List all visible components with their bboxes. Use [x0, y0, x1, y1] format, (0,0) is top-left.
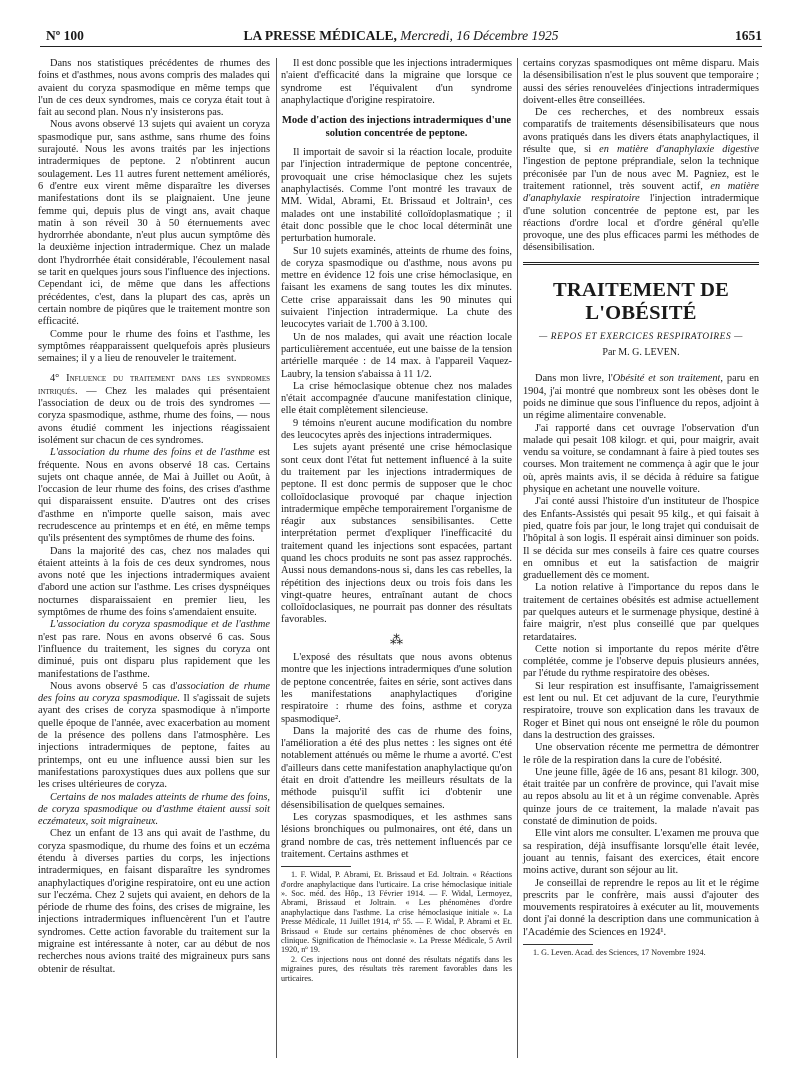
- paragraph-text: — Chez les malades qui présentaient l'association de deux ou de trois des syndromes — coryza spasmodique, asthme, rhume des foins, — nous avons étudié comment les injections réagissaient isolément sur chacun de ces syndromes.: [38, 385, 270, 446]
- paragraph: [38, 619, 270, 680]
- footnote-rule: [281, 866, 351, 867]
- article-divider: [523, 262, 759, 265]
- journal-name: LA PRESSE MÉDICALE,: [243, 28, 397, 43]
- italic-phrase: association de rhume des foins au coryza spasmodique.: [38, 680, 270, 705]
- paragraph-text: est fréquente. Nous en avons observé 18 cas. Certains sujets ont chaque année, de Mai à Juillet ou Août, à l'occasion de leur rhume des foins, des crises d'asthme qui disparaissent ensuite. D'autres ont des crises d'asthme en n'importe quelle saison, mais avec recrudescence au printemps et en été, en même temps qu'ils présentent des symptômes de rhume des foins.: [38, 447, 270, 545]
- paragraph-text: Il s'agissait de sujets ayant des crises de coryza spasmodique à n'importe quelle époque de l'année, avec exacerbation au moment de la présence des pollens dans l'atmosphère. Les injections intradermiques de peptone, faites au printemps, ont eu une influence aussi bien sur les manifestations paroxystiques dues aux pollens que sur les crises ultérieures de coryza.: [38, 693, 270, 791]
- article-title: TRAITEMENT DE L'OBÉSITÉ: [553, 278, 729, 324]
- column-3: [523, 58, 759, 957]
- paragraph: [38, 681, 270, 792]
- italic-lead: L'association du coryza spasmodique et de l'asthme: [50, 619, 270, 631]
- column-rule-right: [517, 58, 518, 1058]
- footnote: 2. Ces injections nous ont donné des résultats négatifs dans les migraines pures, des résultats très rarement favorables dans les urticaires.: [281, 954, 512, 983]
- paragraph-text: n'est pas rare. Nous en avons observé 6 cas. Sous l'influence du traitement, les signes du coryza ont diminué, puis ont disparu plus rapidement que les manifestations de l'asthme.: [38, 631, 270, 680]
- paragraph: certains coryzas spasmodiques ont même disparu. Mais la désensibilisation n'est le plus souvent que temporaire ; aussi des séries renouvelées d'injections intradermiques doivent-elles être conseillées.: [523, 58, 759, 106]
- column-rule-left: [276, 58, 277, 1058]
- issue-number: Nº 100: [46, 28, 84, 43]
- footnote: 1. G. Leven. Acad. des Sciences, 17 Novembre 1924.: [533, 948, 706, 957]
- paragraph-text: l'injection intradermique d'une solution concentrée de peptone est, par les réactions d'ordre local et d'ordre général qu'elle provoque, une des plus efficaces parmi les méthodes de désensibilisation.: [523, 193, 759, 254]
- paragraph: Chez un enfant de 13 ans qui avait de l'asthme, du coryza spasmodique, du rhume des foins et un eczéma étendu à diverses parties du corps, les injections intradermiques, en faisant disparaître les syndromes anaphylactiques d'origine respiratoire, ont eu une action sur l'eczéma. Chez 2 sujets qui avaient, en dehors de la période de rhume des foins, des crises de migraine, les injections intradermiques influencèrent l'un et l'autre syndromes. Cette action favorable du traitement sur la migraine est intéressante à noter, car au début de nos recherches nous avions traité des migraineux purs sans obtenir de résultat.: [38, 828, 270, 975]
- subsection-heading: 4° Influence du traitement dans les syndromes intriqués.: [38, 373, 270, 397]
- paragraph: Cette notion si importante du repos mérite d'être complétée, comme je l'observe depuis plusieurs années, par l'étude du rythme respiratoire des obèses.: [523, 643, 759, 680]
- journal-title: [40, 28, 762, 44]
- paragraph: [523, 373, 759, 422]
- paragraph: Si leur respiration est insuffisante, l'amaigrissement est lent ou nul. Et cet adjuvant de la cure, l'eurythmie respiratoire, trouve son explication dans les travaux de Roger et Binet qui nous ont enseigné le rôle du poumon dans la destruction des graisses.: [523, 680, 759, 741]
- paragraph: Il est donc possible que les injections intradermiques n'aient d'efficacité dans la migraine que lorsque ce syndrome est l'équivalent d'un syndrome anaphylactique d'origine respiratoire.: [281, 58, 512, 106]
- column-2: [281, 58, 512, 983]
- running-header: [40, 28, 762, 47]
- paragraph: Dans nos statistiques précédentes de rhumes des foins et d'asthmes, nous avons compris des malades qui avaient du coryza spasmodique en même temps que l'un de ces deux syndromes, mais ce coryza était tout à fait au second plan. Nous n'y insisterons pas.: [38, 58, 270, 119]
- paragraph: Sur 10 sujets examinés, atteints de rhume des foins, de coryza spasmodique ou d'asthme, nous avons pu mettre en évidence 12 fois une crise hémoclasique, en faisant les examens de sang toutes les dix minutes. Cette crise apparaissait dans les 90 minutes qui suivaient l'injection intradermique. La chute des leucocytes variait de 1.700 à 3.100.: [281, 245, 512, 331]
- paragraph: La notion relative à l'importance du repos dans le traitement de certaines obésités est admise actuellement par quelques auteurs et le surmenage physique, destiné à faire maigrir, n'est plus conseillé que par quelques retardataires.: [523, 582, 759, 643]
- paragraph: Un de nos malades, qui avait une réaction locale particulièrement accentuée, eut une baisse de la tension artérielle marquée : de 14 max. à l'appareil Vaquez-Laubry, la tension s'abaissa à 11 1/2.: [281, 331, 512, 380]
- footnote-rule: [523, 944, 593, 945]
- paragraph: Les sujets ayant présenté une crise hémoclasique sont ceux dont l'état fut nettement influencé à la suite du traitement par les injections intradermiques de peptone. Il est donc permis de supposer que le choc colloïdoclasique provoqué par chaque injection intradermique empêche temporairement l'organisme de réagir aux substances sensibilisantes. Cette interprétation permet d'expliquer l'inefficacité du traitement quand les injections sont espacées, partant quand les chocs produits ne sont pas assez rapprochés. Aussi nous demandons-nous si, dans les cas rebelles, la répétition des injections deux ou trois fois dans les vingt-quatre heures, entraînant autant de chocs colloïdoclasiques, ne pourrait pas donner des résultats favorables.: [281, 442, 512, 626]
- paragraph: Elle vint alors me consulter. L'examen me prouva que sa respiration, déjà insuffisante lorsqu'elle était levée, jouant au tennis, faisant des exercices, était encore moins active, durant son séjour au lit.: [523, 828, 759, 877]
- italic-paragraph: Certains de nos malades atteints de rhume des foins, de coryza spasmodique ou d'asthme étaient aussi soit eczémateux, soit migraineux.: [38, 791, 270, 828]
- paragraph: Comme pour le rhume des foins et l'asthme, les symptômes réapparaissent quelquefois après plusieurs semaines; il y a lieu de renouveler le traitement.: [38, 328, 270, 365]
- paragraph: [523, 107, 759, 255]
- page-folio: 1651: [735, 28, 762, 43]
- book-title: Obésité et son traitement: [612, 373, 721, 385]
- column-1: [38, 58, 270, 976]
- section-separator: ⁂: [390, 631, 403, 647]
- paragraph: Dans la majorité des cas de rhume des foins, l'amélioration a été des plus nettes : les signes ont été notablement atténués ou même le rhume a avorté. C'est d'ailleurs dans cette manifestation anaphylactique qu'on était en droit d'attendre les meilleurs résultats de la méthode puisqu'il suffit ici d'obtenir une désensibilisation de quelques semaines.: [281, 725, 512, 811]
- paragraph: [38, 373, 270, 447]
- paragraph: 9 témoins n'eurent aucune modification du nombre des leucocytes après des injections intradermiques.: [281, 417, 512, 442]
- paragraph-text: Nous avons observé 5 cas d': [50, 680, 178, 692]
- footnote: 1. F. Widal, P. Abrami, Et. Brissaud et Ed. Joltrain. « Réactions d'ordre anaphylactique dans l'urticaire. La crise hémoclasique initiale ». Soc. méd. des Hôp., 13 Février 1914. — F. Widal, Lermoyez, Abrami, Brissaud et Joltrain. « Les phénomènes d'ordre anaphylactique dans l'asthme. La crise hémoclasique initiale ». La Presse Médicale, 11 Juillet 1914, nº 55. — F. Widal, P. Abrami et Et. Brissaud « Etude sur certains phénomènes de choc observés en clinique. Signification de l'hémoclasie ». La Presse Médicale, 5 Avril 1920, nº 19.: [281, 870, 512, 955]
- paragraph: Les coryzas spasmodiques, et les asthmes sans lésions bronchiques ou pulmonaires, ont été, dans un grand nombre de cas, très nettement influencés par ce traitement. Certains asthmes et: [281, 811, 512, 860]
- section-heading: Mode d'action des injections intradermiques d'une solution concentrée de peptone.: [281, 115, 512, 139]
- paragraph: Nous avons observé 13 sujets qui avaient un coryza spasmodique pur, sans asthme, sans rhume des foins surajouté. Nous les avons traités par les injections intradermiques de peptone. 2 n'obtinrent aucun soulagement. Les 11 autres furent nettement améliorés, 6 d'entre eux virent même disparaître les diverses manifestations dont ils se plaignaient. Une jeune femme qui, depuis plus de vingt ans, avait chaque matin à son réveil 30 à 50 éternuements avec hydrorrhée abondante, n'eut plus aucun symptôme dès la deuxième injection intradermique. Chez un malade dont l'hydrorrhée était considérable, l'écoulement nasal se tarit en quelques jours sous l'influence des injections. Cependant ici, de même que dans les affections précédentes, c'est, dans la plupart des cas, après un certain nombre de piqûres que le traitement montre son efficacité.: [38, 119, 270, 328]
- paragraph: Dans la majorité des cas, chez nos malades qui étaient atteints à la fois de ces deux syndromes, nous avons noté que les injections intradermiques avaient d'abord une action sur l'asthme. Les crises dyspnéiques nocturnes disparaissaient en premier lieu, les symptômes de rhume des foins s'amendaient ensuite.: [38, 545, 270, 619]
- paragraph: Une jeune fille, âgée de 16 ans, pesant 81 kilogr. 300, était traitée par un confrère de province, qui l'avait mise au repos absolu au lit et à un régime convenable. Après quinze jours de ce traitement, la malade n'avait pas constaté de diminution de poids.: [523, 766, 759, 828]
- paragraph: J'ai conté aussi l'histoire d'un instituteur de l'hospice des Enfants-Assistés qui pesait 95 kilg., et qui faisait à pied, quatre fois par jour, le long trajet qui conduisait de l'hôpital à son logis. Il espérait ainsi diminuer son poids. Il se décida sur mes conseils à faire ces quatre courses en omnibus et eut la satisfaction de maigrir graduellement dès ce moment.: [523, 496, 759, 582]
- paragraph-text: l'ingestion de peptone préprandiale, selon la technique préconisée par l'un de nous avec M. Pagniez, est le traitement rationnel, très souvent actif,: [523, 156, 759, 192]
- paragraph-text: , paru en 1904, j'ai montré que nombreux sont les obèses dont le poids ne diminue que sous l'influence du repos, adjoint à un régime alimentaire convenable.: [523, 373, 759, 422]
- paragraph-text: Dans mon livre, l': [535, 373, 613, 385]
- paragraph: [38, 792, 270, 829]
- italic-phrase: en matière d'anaphylaxie respiratoire: [523, 180, 759, 205]
- paragraph: Je conseillai de reprendre le repos au lit et le régime prescrits par le confrère, mais aussi d'ajouter des mouvements respiratoires à exécuter au lit, mouvements dont j'ai donné la description dans une communication à l'Académie des Sciences en 1924¹.: [523, 877, 759, 938]
- paragraph-text: De ces recherches, et des nombreux essais comparatifs de traitements désensibilisateurs que nous avons pratiqués dans les divers états anaphylactiques, il résulte que, si: [523, 107, 759, 156]
- italic-phrase: en matière d'anaphylaxie digestive: [599, 144, 759, 156]
- paragraph: [38, 447, 270, 545]
- issue-date: Mercredi, 16 Décembre 1925: [400, 28, 559, 43]
- article-subtitle: — REPOS ET EXERCICES RESPIRATOIRES —: [539, 331, 743, 342]
- paragraph: Une observation récente me permettra de démontrer le rôle de la respiration dans la cure de l'obésité.: [523, 742, 759, 766]
- article-author: Par M. G. LEVEN.: [602, 347, 680, 359]
- paragraph: J'ai rapporté dans cet ouvrage l'observation d'un malade qui pesait 108 kilogr. et qui, pour maigrir, avait vendu sa voiture, se condamnant à faire à pied toutes ses courses. Mon traitement ne commença à agir que le jour où, après maints avis, il se décida à réduire sa fatigue physique en achetant une nouvelle voiture.: [523, 422, 759, 496]
- paragraph: La crise hémoclasique obtenue chez nos malades n'était accompagnée d'aucune manifestation clinique, elle était complètement silencieuse.: [281, 380, 512, 417]
- paragraph: L'exposé des résultats que nous avons obtenus montre que les injections intradermiques d'une solution de peptone concentrée, faites en série, sont actives dans les manifestations anaphylactiques d'origine respiratoire : rhume des foins, asthme et coryza spasmodique².: [281, 652, 512, 725]
- italic-lead: L'association du rhume des foins et de l'asthme: [50, 447, 255, 459]
- paragraph: Il importait de savoir si la réaction locale, produite par l'injection intradermique de peptone concentrée, provoquait une crise hémoclasique chez les sujets anaphylactisés. Comme l'ont montré les travaux de MM. Widal, Abrami, Et. Brissaud et Joltrain¹, ces malades ont une instabilité colloïdoplasmatique ; il était donc possible que le choc local déterminât une perturbation humorale.: [281, 147, 512, 245]
